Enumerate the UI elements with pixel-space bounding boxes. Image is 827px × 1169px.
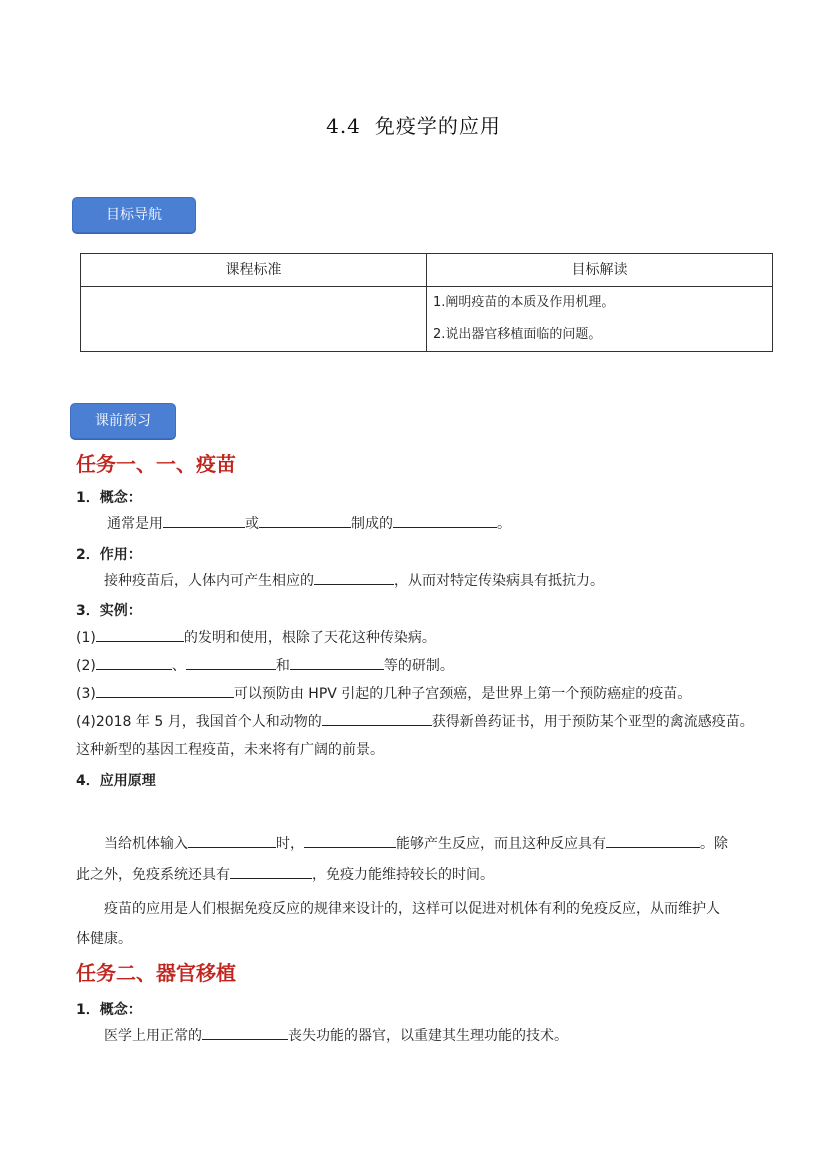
fill-blank[interactable] <box>259 513 351 528</box>
course-standard-cell <box>81 287 427 352</box>
fill-blank[interactable] <box>96 683 234 698</box>
function-label: 2．作用： <box>76 547 142 563</box>
header-goal-interpretation: 目标解读 <box>427 254 773 287</box>
header-course-standard: 课程标准 <box>81 254 427 287</box>
example-3: (3) 可以预防由 HPV 引起的几种子宫颈癌，是世界上第一个预防癌症的疫苗。 <box>76 683 691 704</box>
fill-blank[interactable] <box>188 833 276 848</box>
principle-label: 4．应用原理 <box>76 773 156 789</box>
goal-interpretation-cell <box>427 287 773 352</box>
section-number: 4.4 <box>326 114 361 138</box>
concept-line: 通常是用 或 制成的 。 <box>107 513 511 534</box>
example-4-cont: 这种新型的基因工程疫苗，未来将有广阔的前景。 <box>76 742 384 758</box>
concept-label: 1．概念： <box>76 490 142 506</box>
fill-blank[interactable] <box>163 513 245 528</box>
principle-line-4: 体健康。 <box>76 931 132 947</box>
fill-blank[interactable] <box>186 655 276 670</box>
principle-line-3: 疫苗的应用是人们根据免疫反应的规律来设计的，这样可以促进对机体有利的免疫反应，从而维护人 <box>104 901 720 917</box>
goal-navigation-tab[interactable]: 目标导航 <box>72 197 196 233</box>
principle-line-1: 当给机体输入 时， 能够产生反应，而且这种反应具有 。除 <box>104 833 728 854</box>
fill-blank[interactable] <box>606 833 700 848</box>
function-line: 接种疫苗后，人体内可产生相应的 ，从而对特定传染病具有抵抗力。 <box>104 570 604 591</box>
page-title <box>0 110 827 139</box>
fill-blank[interactable] <box>290 655 384 670</box>
examples-label: 3．实例： <box>76 603 142 619</box>
principle-line-2: 此之外，免疫系统还具有 ，免疫力能维持较长的时间。 <box>76 864 494 885</box>
fill-blank[interactable] <box>202 1025 288 1040</box>
fill-blank[interactable] <box>96 627 184 642</box>
goals-table <box>80 253 773 352</box>
task2-concept-label: 1．概念： <box>76 1002 142 1018</box>
fill-blank[interactable] <box>230 864 312 879</box>
section-title: 免疫学的应用 <box>374 114 501 138</box>
preview-tab[interactable]: 课前预习 <box>70 403 176 439</box>
fill-blank[interactable] <box>322 711 432 726</box>
fill-blank[interactable] <box>393 513 497 528</box>
example-2: (2) 、 和 等的研制。 <box>76 655 454 676</box>
fill-blank[interactable] <box>304 833 396 848</box>
task1-heading: 任务一、一、疫苗 <box>76 452 236 476</box>
example-4: (4)2018 年 5 月，我国首个人和动物的 获得新兽药证书，用于预防某个亚型的禽流感疫苗。 <box>76 711 754 732</box>
goal-item: 1.阐明疫苗的本质及作用机理。 <box>433 295 615 310</box>
task2-heading: 任务二、器官移植 <box>76 961 236 985</box>
goal-item: 2.说出器官移植面临的问题。 <box>433 327 602 342</box>
example-1: (1) 的发明和使用，根除了天花这种传染病。 <box>76 627 436 648</box>
task2-concept-line: 医学上用正常的 丧失功能的器官，以重建其生理功能的技术。 <box>104 1025 568 1046</box>
fill-blank[interactable] <box>96 655 172 670</box>
fill-blank[interactable] <box>314 570 394 585</box>
